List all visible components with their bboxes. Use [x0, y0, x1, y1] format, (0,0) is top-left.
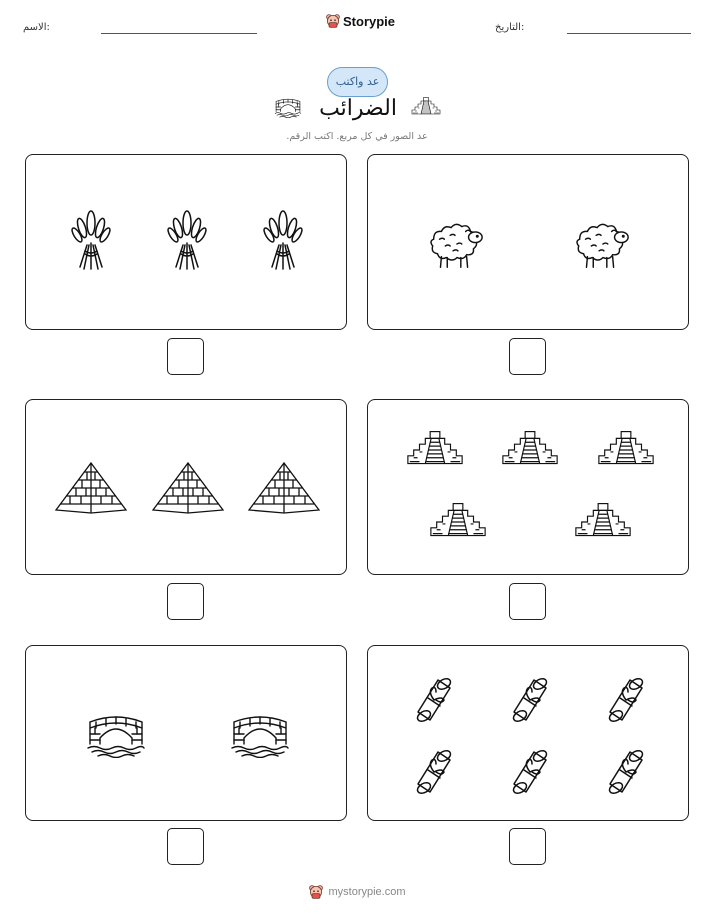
storypie-logo [325, 13, 395, 29]
wheat-icon [263, 209, 303, 273]
answer-box-scroll[interactable] [509, 828, 546, 865]
scroll-icon [600, 670, 648, 726]
pyramid-icon [150, 460, 226, 516]
wheat-icon [71, 209, 111, 273]
card-step-pyramid [367, 399, 689, 575]
footer [0, 884, 714, 900]
pyramid-icon [53, 460, 129, 516]
page-title: الضرائب [319, 96, 397, 121]
wheat-icon [167, 209, 207, 273]
answer-box-stone-bridge[interactable] [167, 828, 204, 865]
step-pyramid-icon [595, 428, 657, 472]
card-sheep [367, 154, 689, 330]
stone-bridge-icon [274, 96, 302, 118]
card-scroll [367, 645, 689, 821]
answer-box-pyramid[interactable] [167, 583, 204, 620]
activity-badge: عد واكتب [327, 67, 388, 97]
name-line[interactable] [101, 33, 257, 34]
mascot-icon [325, 13, 341, 29]
answer-box-step-pyramid[interactable] [509, 583, 546, 620]
card-wheat [25, 154, 347, 330]
scroll-icon [408, 742, 456, 798]
scroll-icon [600, 742, 648, 798]
scroll-icon [504, 742, 552, 798]
scroll-icon [408, 670, 456, 726]
date-line[interactable] [567, 33, 691, 34]
footer-url[interactable]: mystorypie.com [328, 886, 406, 898]
instructions: عد الصور في كل مربع. اكتب الرقم. [286, 131, 428, 142]
scroll-icon [504, 670, 552, 726]
step-pyramid-icon [410, 95, 442, 119]
step-pyramid-icon [404, 428, 466, 472]
date-label: التاريخ: [495, 22, 525, 33]
step-pyramid-icon [499, 428, 561, 472]
sheep-icon [424, 219, 486, 271]
pyramid-icon [246, 460, 322, 516]
stone-bridge-icon [230, 710, 290, 758]
card-stone-bridge [25, 645, 347, 821]
answer-box-wheat[interactable] [167, 338, 204, 375]
name-label: الاسم: [23, 22, 50, 33]
mascot-icon [308, 884, 324, 900]
step-pyramid-icon [572, 500, 634, 544]
card-pyramid [25, 399, 347, 575]
brand-name: Storypie [343, 13, 396, 29]
stone-bridge-icon [86, 710, 146, 758]
answer-box-sheep[interactable] [509, 338, 546, 375]
sheep-icon [570, 219, 632, 271]
step-pyramid-icon [427, 500, 489, 544]
